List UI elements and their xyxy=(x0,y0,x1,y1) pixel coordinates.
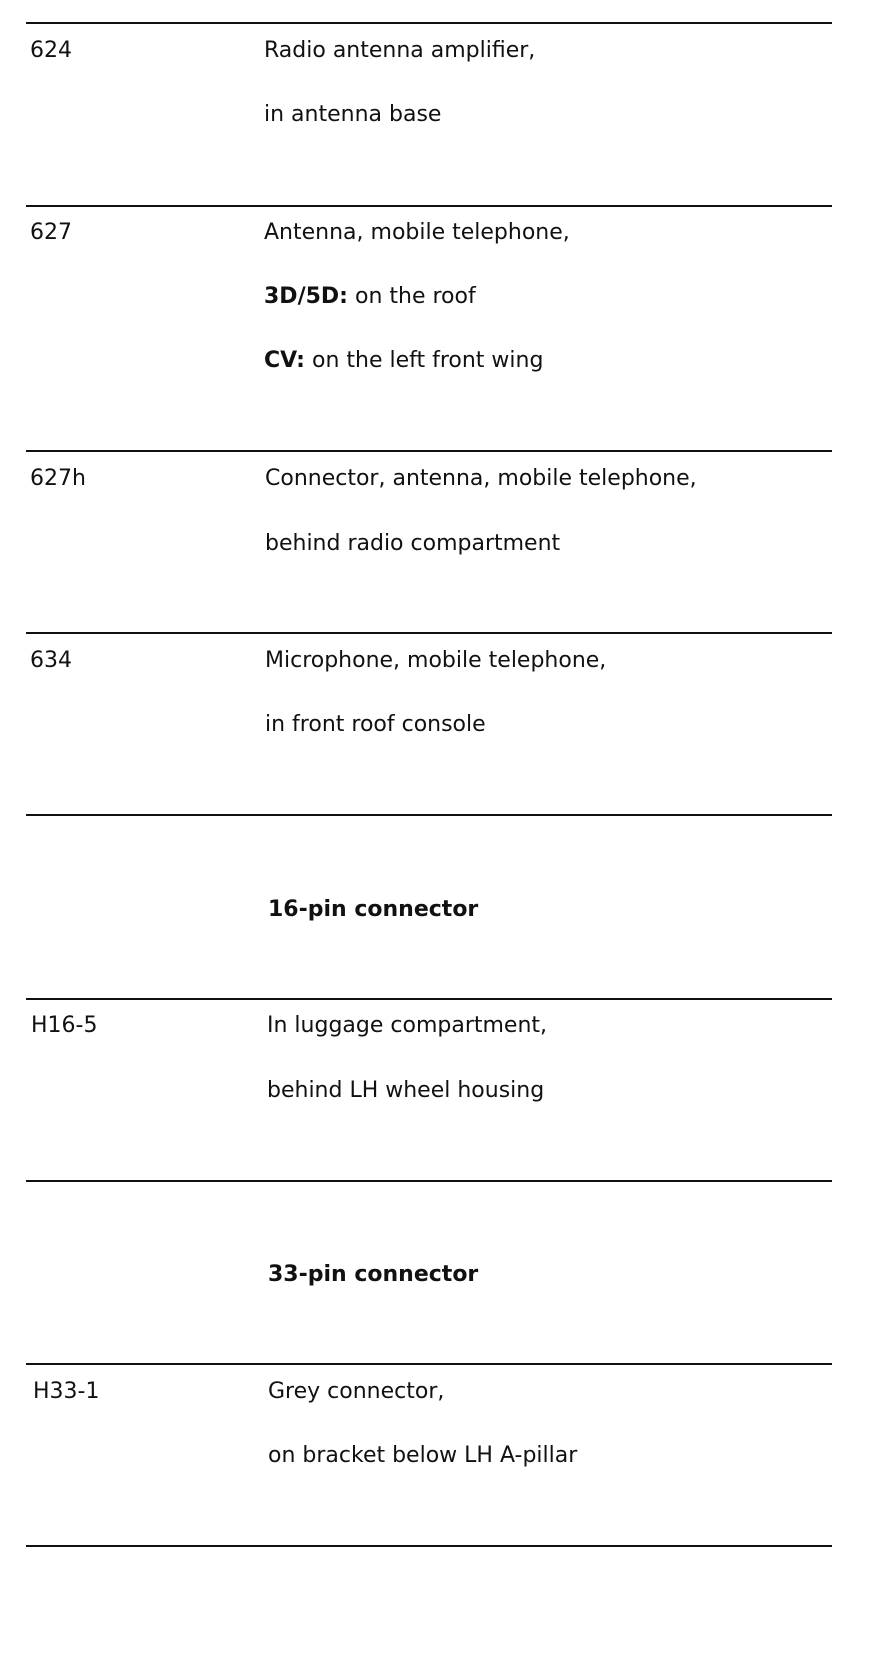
entry-description-line: Antenna, mobile telephone, xyxy=(264,220,570,245)
entry-description-line xyxy=(264,348,543,374)
entry-code: 627h xyxy=(30,466,86,491)
entry-code: H33-1 xyxy=(33,1379,100,1404)
entry-description-line xyxy=(264,284,476,310)
entry-description-line: in antenna base xyxy=(264,102,442,127)
entry-description-line: on bracket below LH A-pillar xyxy=(268,1443,578,1468)
entry-description-line: behind radio compartment xyxy=(265,531,561,556)
variant-location: on the left front wing xyxy=(304,348,544,373)
row-divider xyxy=(26,814,832,816)
row-divider xyxy=(26,998,832,1000)
entry-code: 624 xyxy=(30,38,72,63)
entry-description-line: In luggage compartment, xyxy=(267,1013,548,1038)
entry-description-line: Grey connector, xyxy=(268,1379,445,1404)
row-divider xyxy=(26,1545,832,1547)
row-divider xyxy=(26,450,832,452)
variant-label: CV: xyxy=(264,348,305,373)
row-divider xyxy=(26,1363,832,1365)
row-divider xyxy=(26,205,832,207)
variant-label: 3D/5D: xyxy=(264,284,348,309)
entry-code: 634 xyxy=(30,648,72,673)
entry-description-line: Connector, antenna, mobile telephone, xyxy=(265,466,697,491)
entry-code: 627 xyxy=(30,220,72,245)
row-divider xyxy=(26,22,832,24)
section-heading: 33-pin connector xyxy=(268,1262,479,1287)
variant-location: on the roof xyxy=(347,284,476,309)
row-divider xyxy=(26,632,832,634)
entry-description-line: Microphone, mobile telephone, xyxy=(265,648,607,673)
row-divider xyxy=(26,1180,832,1182)
entry-description-line: Radio antenna amplifier, xyxy=(264,38,536,63)
entry-code: H16-5 xyxy=(31,1013,98,1038)
entry-description-line: behind LH wheel housing xyxy=(267,1078,545,1103)
entry-description-line: in front roof console xyxy=(265,712,486,737)
section-heading: 16-pin connector xyxy=(268,897,479,922)
